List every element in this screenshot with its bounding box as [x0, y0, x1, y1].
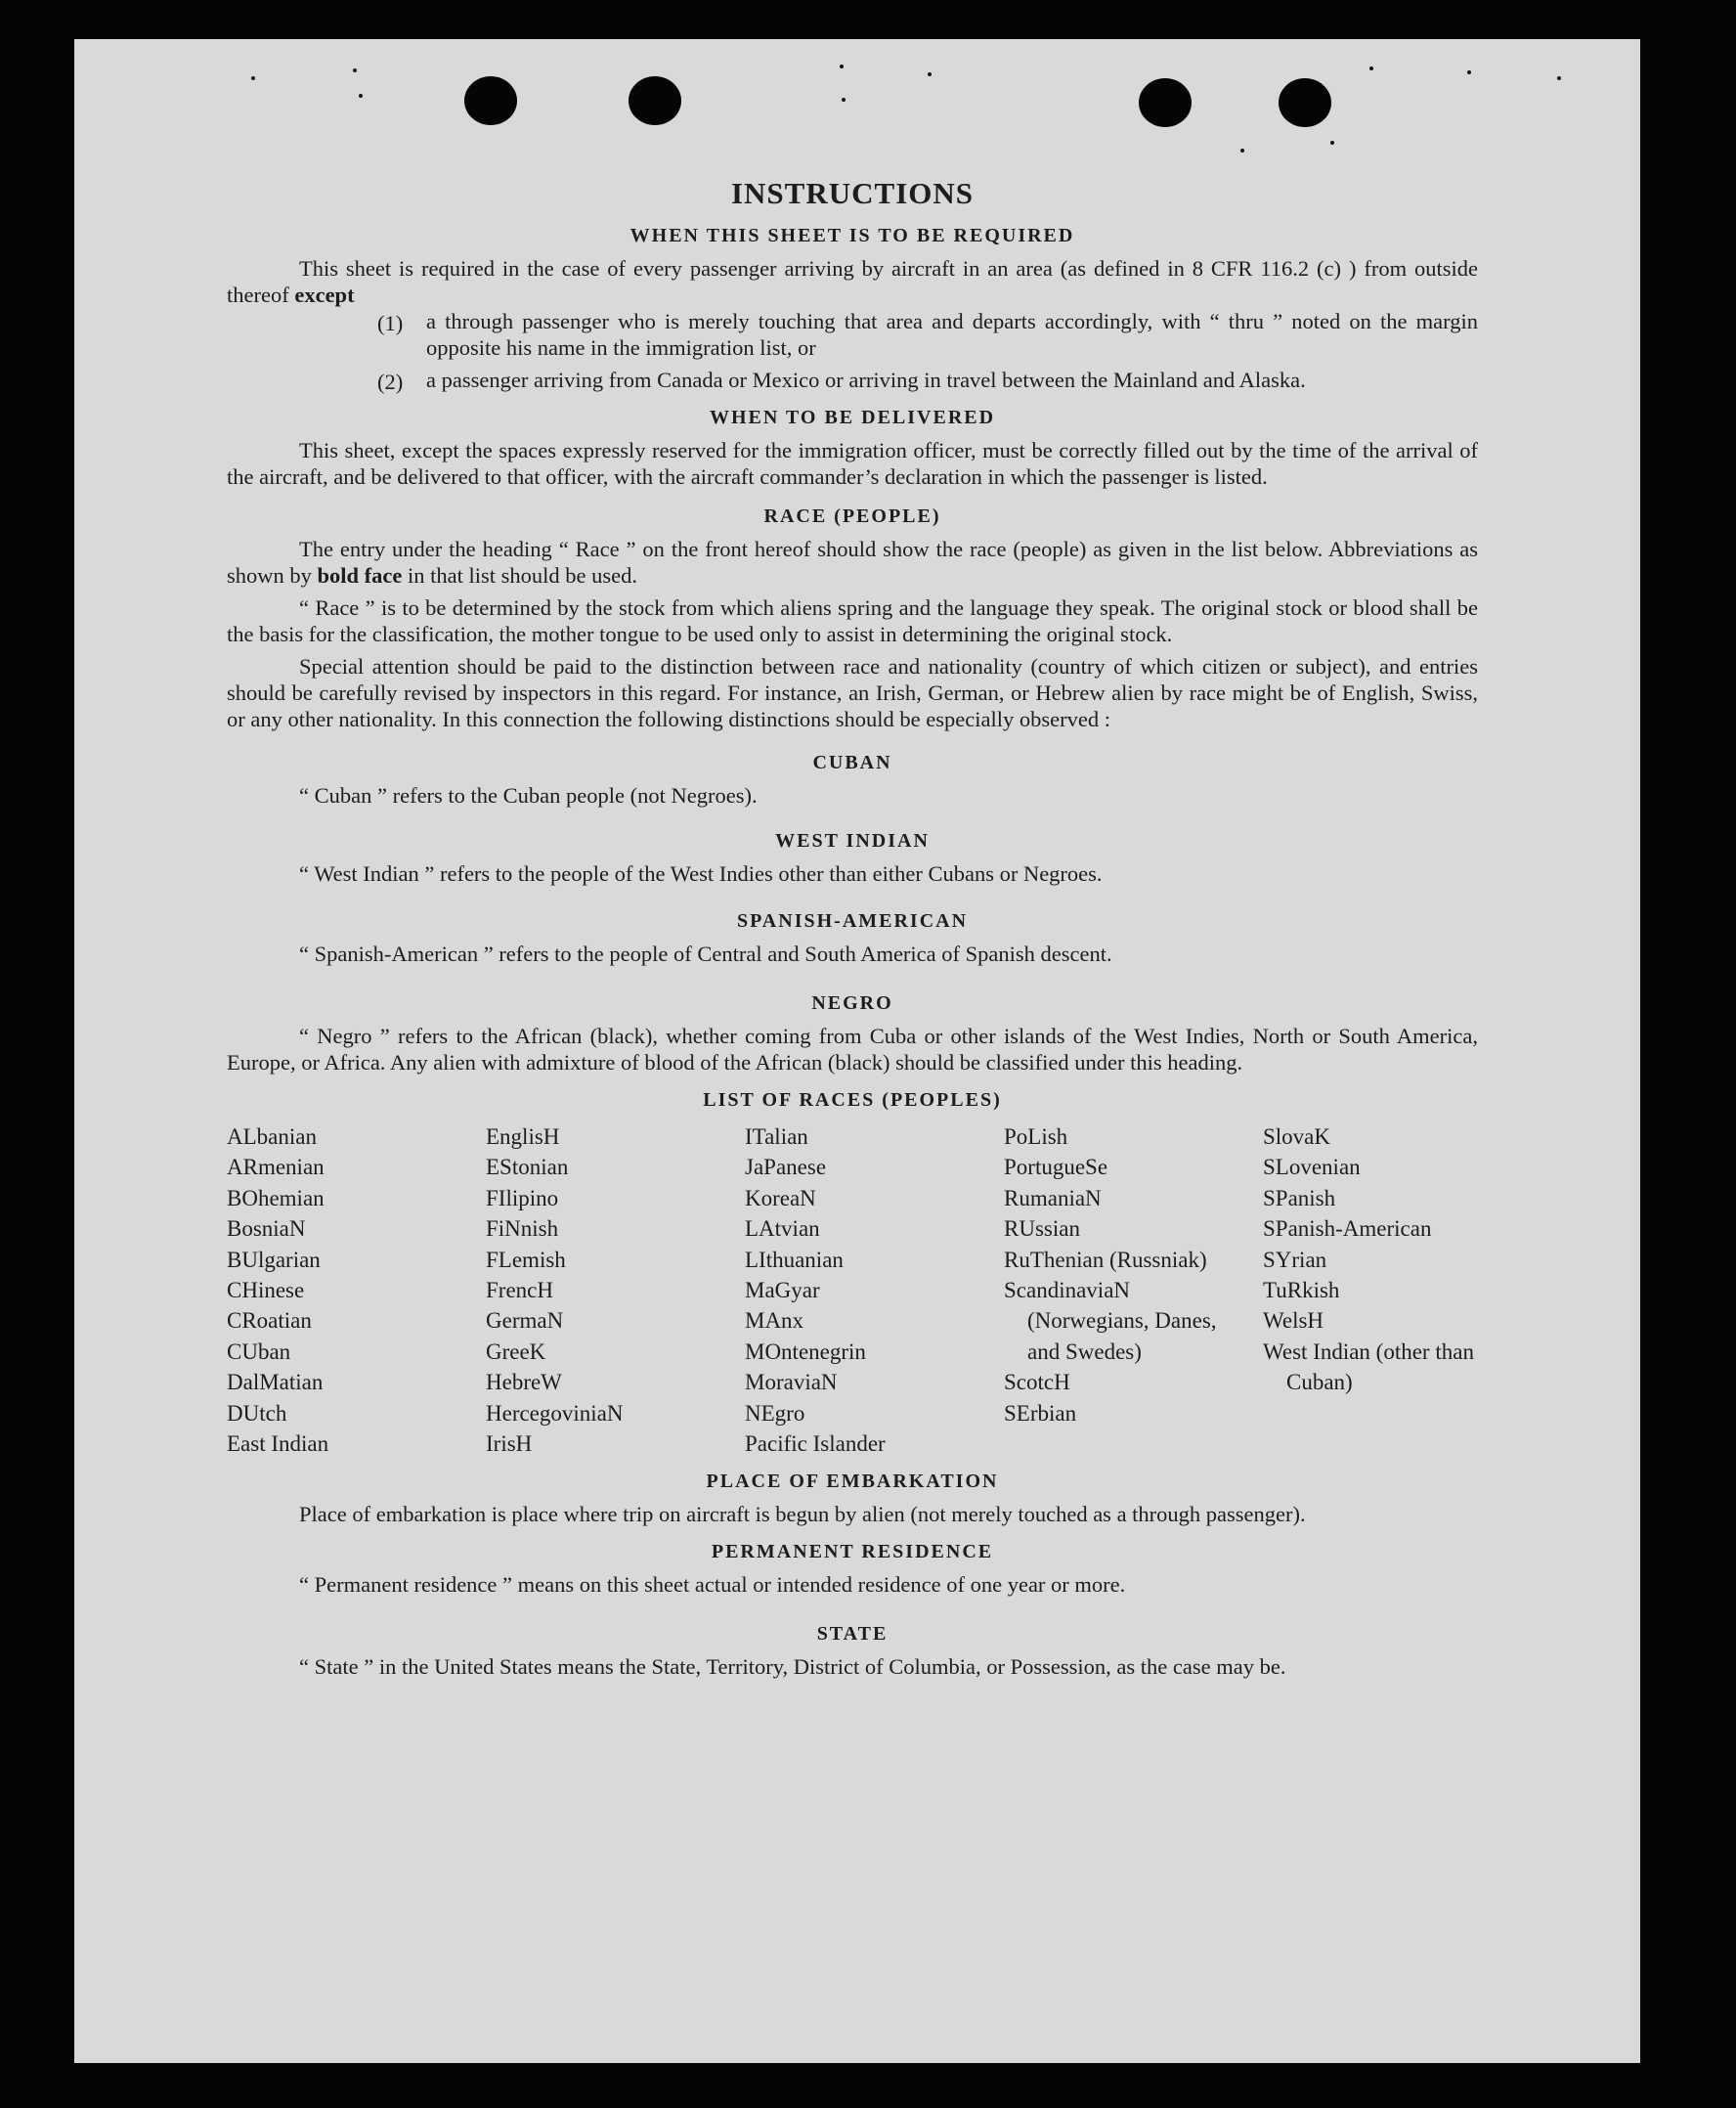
paragraph-when-required — [227, 255, 1478, 308]
race-entry: ARmenian — [227, 1155, 325, 1180]
race-entry: RUssian — [1004, 1216, 1080, 1242]
races-column — [486, 1121, 701, 1459]
race-entry: RuThenian (Russniak) — [1004, 1247, 1207, 1272]
paragraph-when-delivered: This sheet, except the spaces expressly reserved for the immigration officer, must be correctly filled out by the time of the arrival of the aircraft, and be delivered to that officer, with the aircraft commander’s declaration in which the passenger is listed. — [227, 438, 1478, 489]
race-entry: HercegoviniaN — [486, 1400, 624, 1426]
race-entry: MOntenegrin — [745, 1339, 866, 1364]
race-entry: GermaN — [486, 1308, 564, 1334]
exception-item — [377, 367, 1478, 393]
race-entry: LAtvian — [745, 1216, 820, 1242]
race-entry: East Indian — [227, 1431, 329, 1457]
speck — [840, 65, 844, 68]
heading-spanish-american: SPANISH-AMERICAN — [736, 910, 969, 932]
race-entry: TuRkish — [1263, 1278, 1340, 1303]
race-entry: BOhemian — [227, 1185, 325, 1210]
race-entry: NEgro — [745, 1400, 805, 1426]
page-title: INSTRUCTIONS — [730, 176, 974, 210]
paragraph-text: The entry under the heading “ Race ” on the front hereof should show the race (people) as given in the list below. Abbreviations as shown by — [227, 537, 1478, 588]
heading-race: RACE (PEOPLE) — [763, 505, 941, 527]
paragraph-state: “ State ” in the United States means the State, Territory, District of Columbia, or Possession, as the case may be. — [299, 1654, 1286, 1680]
speck — [1467, 70, 1471, 74]
speck — [842, 98, 846, 102]
race-entry: MaGyar — [745, 1278, 820, 1303]
race-entry: DUtch — [227, 1400, 287, 1426]
paragraph-race-1 — [227, 536, 1478, 589]
heading-list-of-races: LIST OF RACES (PEOPLES) — [703, 1089, 1002, 1111]
paragraph-text: This sheet is required in the case of every passenger arriving by aircraft in an area (as defined in 8 CFR 116.2 (c) ) from outside thereof — [227, 256, 1478, 307]
race-entry: SPanish — [1263, 1185, 1336, 1210]
bold-text: except — [294, 283, 355, 307]
bold-text: bold face — [317, 563, 403, 588]
item-text: a through passenger who is merely touching that area and departs accordingly, with “ thru ” noted on the margin opposite his name in the immigration list, or — [426, 309, 1478, 360]
race-entry: ScotcH — [1004, 1370, 1070, 1395]
item-number: (1) — [377, 311, 404, 335]
race-entry: DalMatian — [227, 1370, 324, 1395]
race-entry: SPanish-American — [1263, 1216, 1432, 1242]
race-entry: FrencH — [486, 1278, 553, 1303]
heading-embarkation: PLACE OF EMBARKATION — [706, 1471, 999, 1493]
race-entry: PoLish — [1004, 1124, 1068, 1149]
punch-hole — [1279, 78, 1331, 127]
race-entry: RumaniaN — [1004, 1185, 1102, 1210]
heading-state: STATE — [816, 1623, 889, 1646]
race-entry: ALbanian — [227, 1124, 317, 1149]
race-entry: FiNnish — [486, 1216, 559, 1242]
heading-when-delivered: WHEN TO BE DELIVERED — [709, 407, 996, 428]
race-entry: CUban — [227, 1339, 291, 1364]
speck — [1369, 66, 1373, 70]
paragraph-residence: “ Permanent residence ” means on this sheet actual or intended residence of one year or more. — [299, 1572, 1126, 1598]
speck — [1557, 76, 1561, 80]
paragraph-spanish-american: “ Spanish-American ” refers to the people of Central and South America of Spanish descent. — [299, 942, 1112, 966]
punch-hole — [464, 76, 517, 125]
race-entry: SYrian — [1263, 1247, 1327, 1272]
race-entry: EnglisH — [486, 1124, 560, 1149]
races-list — [227, 1121, 1478, 1459]
heading-negro: NEGRO — [811, 992, 893, 1014]
speck — [359, 94, 363, 98]
races-column — [1263, 1121, 1478, 1459]
race-entry: SlovaK — [1263, 1124, 1330, 1149]
paragraph-text: in that list should be used. — [408, 563, 638, 588]
heading-when-required: WHEN THIS SHEET IS TO BE REQUIRED — [629, 225, 1075, 246]
speck — [353, 68, 357, 72]
paragraph-embarkation: Place of embarkation is place where trip on aircraft is begun by alien (not merely touched as a through passenger). — [299, 1502, 1306, 1527]
race-entry: FLemish — [486, 1247, 566, 1272]
race-entry: WelsH — [1263, 1308, 1324, 1334]
race-entry: GreeK — [486, 1339, 546, 1364]
races-column — [1004, 1121, 1219, 1459]
race-entry: HebreW — [486, 1370, 562, 1395]
paragraph-race-2: “ Race ” is to be determined by the stock from which aliens spring and the language they speak. The original stock or blood shall be the basis for the classification, the mother tongue to be used only to assist in determining the original stock. — [227, 595, 1478, 646]
race-entry: BosniaN — [227, 1216, 306, 1242]
speck — [928, 72, 932, 76]
race-entry: MAnx — [745, 1308, 804, 1334]
races-column — [745, 1121, 960, 1459]
punch-hole — [629, 76, 681, 125]
instructions-content — [227, 176, 1478, 1680]
race-entry: ScandinaviaN (Norwegians, Danes, and Swedes) — [1004, 1278, 1217, 1364]
speck — [1330, 141, 1334, 145]
race-entry: FIlipino — [486, 1185, 559, 1210]
exception-item — [377, 308, 1478, 361]
heading-residence: PERMANENT RESIDENCE — [711, 1541, 994, 1563]
race-entry: EStonian — [486, 1155, 569, 1180]
paragraph-west-indian: “ West Indian ” refers to the people of the West Indies other than either Cubans or Negroes. — [299, 861, 1103, 886]
race-entry: CRoatian — [227, 1308, 312, 1334]
item-text: a passenger arriving from Canada or Mexico or arriving in travel between the Mainland and Alaska. — [426, 368, 1306, 392]
heading-west-indian: WEST INDIAN — [775, 830, 930, 852]
race-entry: JaPanese — [745, 1155, 827, 1180]
paragraph-negro: “ Negro ” refers to the African (black), whether coming from Cuba or other islands of the West Indies, North or South America, Europe, or Africa. Any alien with admixture of blood of the African (black) should be classified under this heading. — [227, 1024, 1478, 1075]
document-page — [74, 39, 1640, 2063]
race-entry: LIthuanian — [745, 1247, 844, 1272]
paragraph-race-3: Special attention should be paid to the distinction between race and nationality (country of which citizen or subject), and entries should be carefully revised by inspectors in this regard. For instance, an Irish, German, or Hebrew alien by race might be of English, Swiss, or any other nationality. In this connection the following distinctions should be especially observed : — [227, 654, 1478, 731]
race-entry: SErbian — [1004, 1400, 1077, 1426]
race-entry: PortugueSe — [1004, 1155, 1108, 1180]
paragraph-cuban: “ Cuban ” refers to the Cuban people (not Negroes). — [299, 783, 758, 808]
speck — [251, 76, 255, 80]
item-number: (2) — [377, 370, 404, 394]
race-entry: IrisH — [486, 1431, 533, 1457]
punch-hole — [1139, 78, 1192, 127]
race-entry: MoraviaN — [745, 1370, 838, 1395]
race-entry: BUlgarian — [227, 1247, 321, 1272]
races-column — [227, 1121, 442, 1459]
race-entry: Pacific Islander — [745, 1431, 886, 1457]
race-entry: ITalian — [745, 1124, 808, 1149]
race-entry: CHinese — [227, 1278, 305, 1303]
heading-cuban: CUBAN — [812, 752, 892, 773]
race-entry: West Indian (other than Cuban) — [1263, 1339, 1474, 1395]
speck — [1240, 149, 1244, 153]
race-entry: KoreaN — [745, 1185, 816, 1210]
race-entry: SLovenian — [1263, 1155, 1361, 1180]
